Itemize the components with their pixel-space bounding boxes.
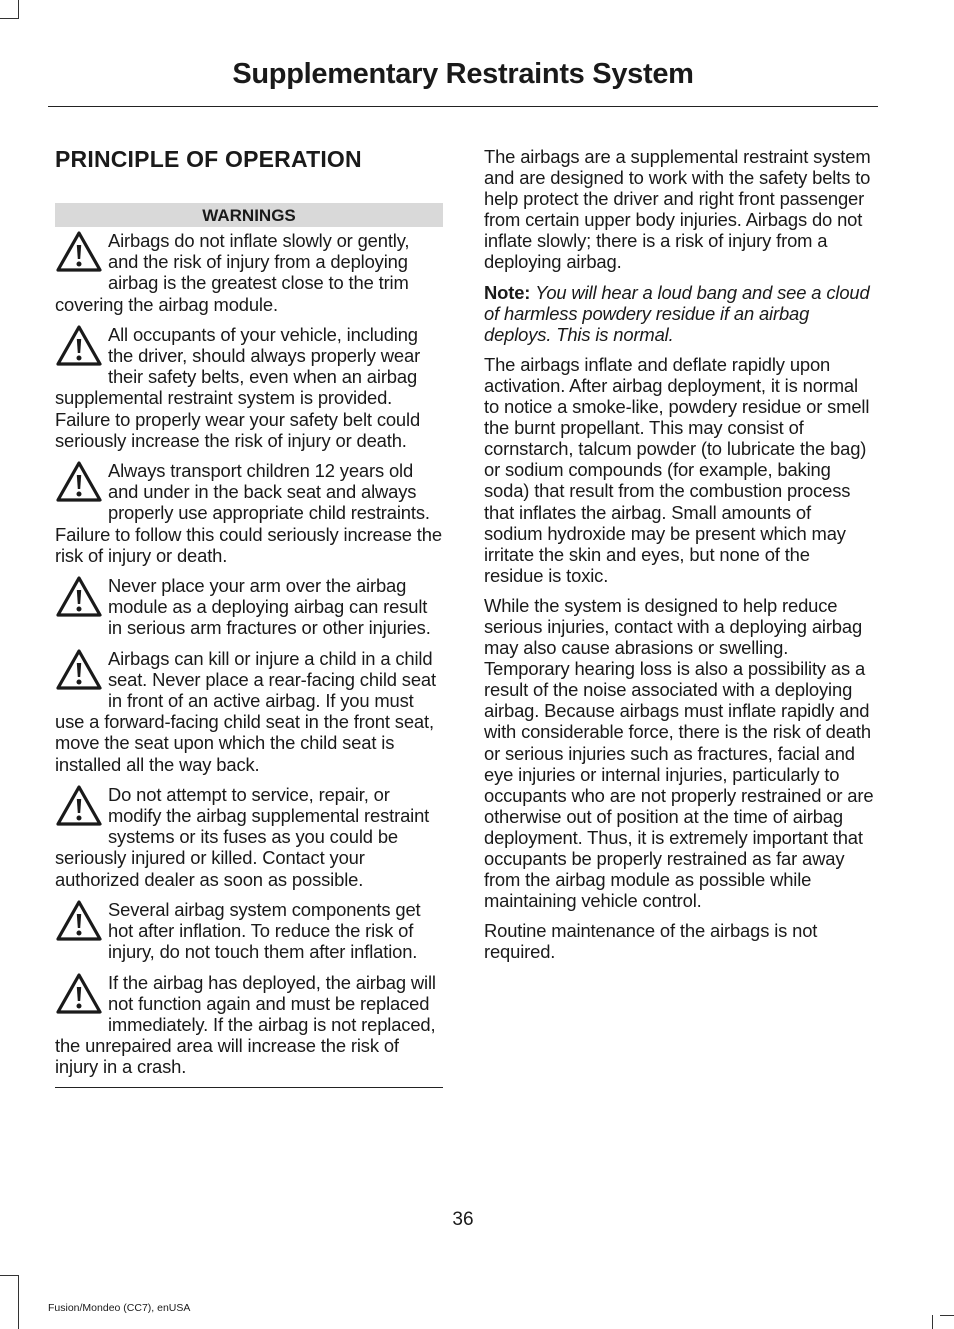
maintenance-paragraph: Routine maintenance of the airbags is not required. xyxy=(484,920,818,963)
warning-text: Airbags can kill or injure a child in a child seat. Never place a rear-facing child seat in front of an active airbag. If you must use a forward-facing child seat in the front seat, move the seat upon which the child seat is installed all the way back. xyxy=(55,647,436,775)
warning-triangle-icon xyxy=(55,324,103,368)
crop-mark xyxy=(18,1275,19,1329)
crop-mark xyxy=(932,1315,933,1329)
left-column xyxy=(55,146,443,1088)
warning-triangle-icon xyxy=(55,784,103,828)
warning-item xyxy=(55,575,443,639)
warning-triangle-icon xyxy=(55,648,103,692)
warning-text: Always transport children 12 years old and under in the back seat and always properly use appropriate child restraints. Failure to follow this could seriously increase the risk of injury or death. xyxy=(55,460,442,566)
right-column xyxy=(484,146,874,971)
warning-item xyxy=(55,324,443,451)
warning-text: Several airbag system components get hot after inflation. To reduce the risk of injury, do not touch them after inflation. xyxy=(108,898,421,963)
warning-item xyxy=(55,230,443,315)
injury-paragraph: While the system is designed to help reduce serious injuries, contact with a deploying airbag may also cause abrasions or swelling. Temporary hearing loss is also a possibility as a result of the noise associated with a deploying airbag. Because airbags must inflate rapidly and with considerable force, there is the risk of death or serious injuries such as fractures, facial and eye injuries or internal injuries, particularly to occupants who are not properly restrained or are otherwise out of position at the time of airbag deployment. Thus, it is extremely important that occupants be properly restrained as far away from the airbag module as possible while maintaining vehicle control. xyxy=(484,594,874,912)
warning-text: Never place your arm over the airbag module as a deploying airbag can result in serious arm fractures or other injuries. xyxy=(108,575,431,639)
warning-triangle-icon xyxy=(55,972,103,1016)
crop-mark xyxy=(940,1315,954,1316)
warning-item xyxy=(55,460,443,566)
crop-mark xyxy=(0,18,19,19)
warning-triangle-icon xyxy=(55,460,103,504)
warning-text: If the airbag has deployed, the airbag will not function again and must be replaced immediately. If the airbag is not replaced, the unrepaired area will increase the risk of injury in a crash. xyxy=(55,971,436,1078)
title-divider xyxy=(48,106,878,107)
warning-triangle-icon xyxy=(55,899,103,943)
note-label: Note: xyxy=(484,281,531,303)
section-heading: PRINCIPLE OF OPERATION xyxy=(55,146,362,172)
warning-text: Airbags do not inflate slowly or gently, and the risk of injury from a deploying airbag is the greatest close to the trim covering the airbag module. xyxy=(55,230,410,315)
warning-text: All occupants of your vehicle, including the driver, should always properly wear their safety belts, even when an airbag supplemental restraint system is provided. Failure to properly wear your safety belt could seriously increase the risk of injury or death. xyxy=(55,323,421,451)
warning-item xyxy=(55,899,443,963)
note-paragraph xyxy=(484,282,874,345)
page-title: Supplementary Restraints System xyxy=(232,58,694,90)
page-number: 36 xyxy=(452,1209,474,1230)
warning-triangle-icon xyxy=(55,230,103,274)
deployment-paragraph: The airbags inflate and deflate rapidly upon activation. After airbag deployment, it is normal to notice a smoke-like, powdery residue or smell the burnt propellant. This may consist of cornstarch, talcum powder (to lubricate the bag) or sodium compounds (for example, baking soda) that result from the combustion process that inflates the airbag. Small amounts of sodium hydroxide may be present which may irritate the skin and eyes, but none of the residue is toxic. xyxy=(484,353,870,586)
warning-triangle-icon xyxy=(55,575,103,619)
note-text: You will hear a loud bang and see a cloud of harmless powdery residue if an airbag deploys. This is normal. xyxy=(484,281,870,345)
warning-item xyxy=(55,972,443,1078)
intro-paragraph: The airbags are a supplemental restraint system and are designed to work with the safety belts to help protect the driver and right front passenger from certain upper body injuries. Airbags do not inflate slowly; there is a risk of injury from a deploying airbag. xyxy=(484,146,871,273)
warning-text: Do not attempt to service, repair, or modify the airbag supplemental restraint systems or its fuses as you could be seriously injured or killed. Contact your authorized dealer as soon as possible. xyxy=(55,783,430,890)
crop-mark xyxy=(0,1275,19,1276)
crop-mark xyxy=(18,0,19,19)
warnings-header: WARNINGS xyxy=(55,203,443,227)
warning-item xyxy=(55,784,443,890)
footer-text: Fusion/Mondeo (CC7), enUSA xyxy=(48,1302,191,1314)
warning-item xyxy=(55,648,443,775)
warnings-list xyxy=(55,230,443,1078)
warnings-end-rule xyxy=(55,1087,443,1088)
